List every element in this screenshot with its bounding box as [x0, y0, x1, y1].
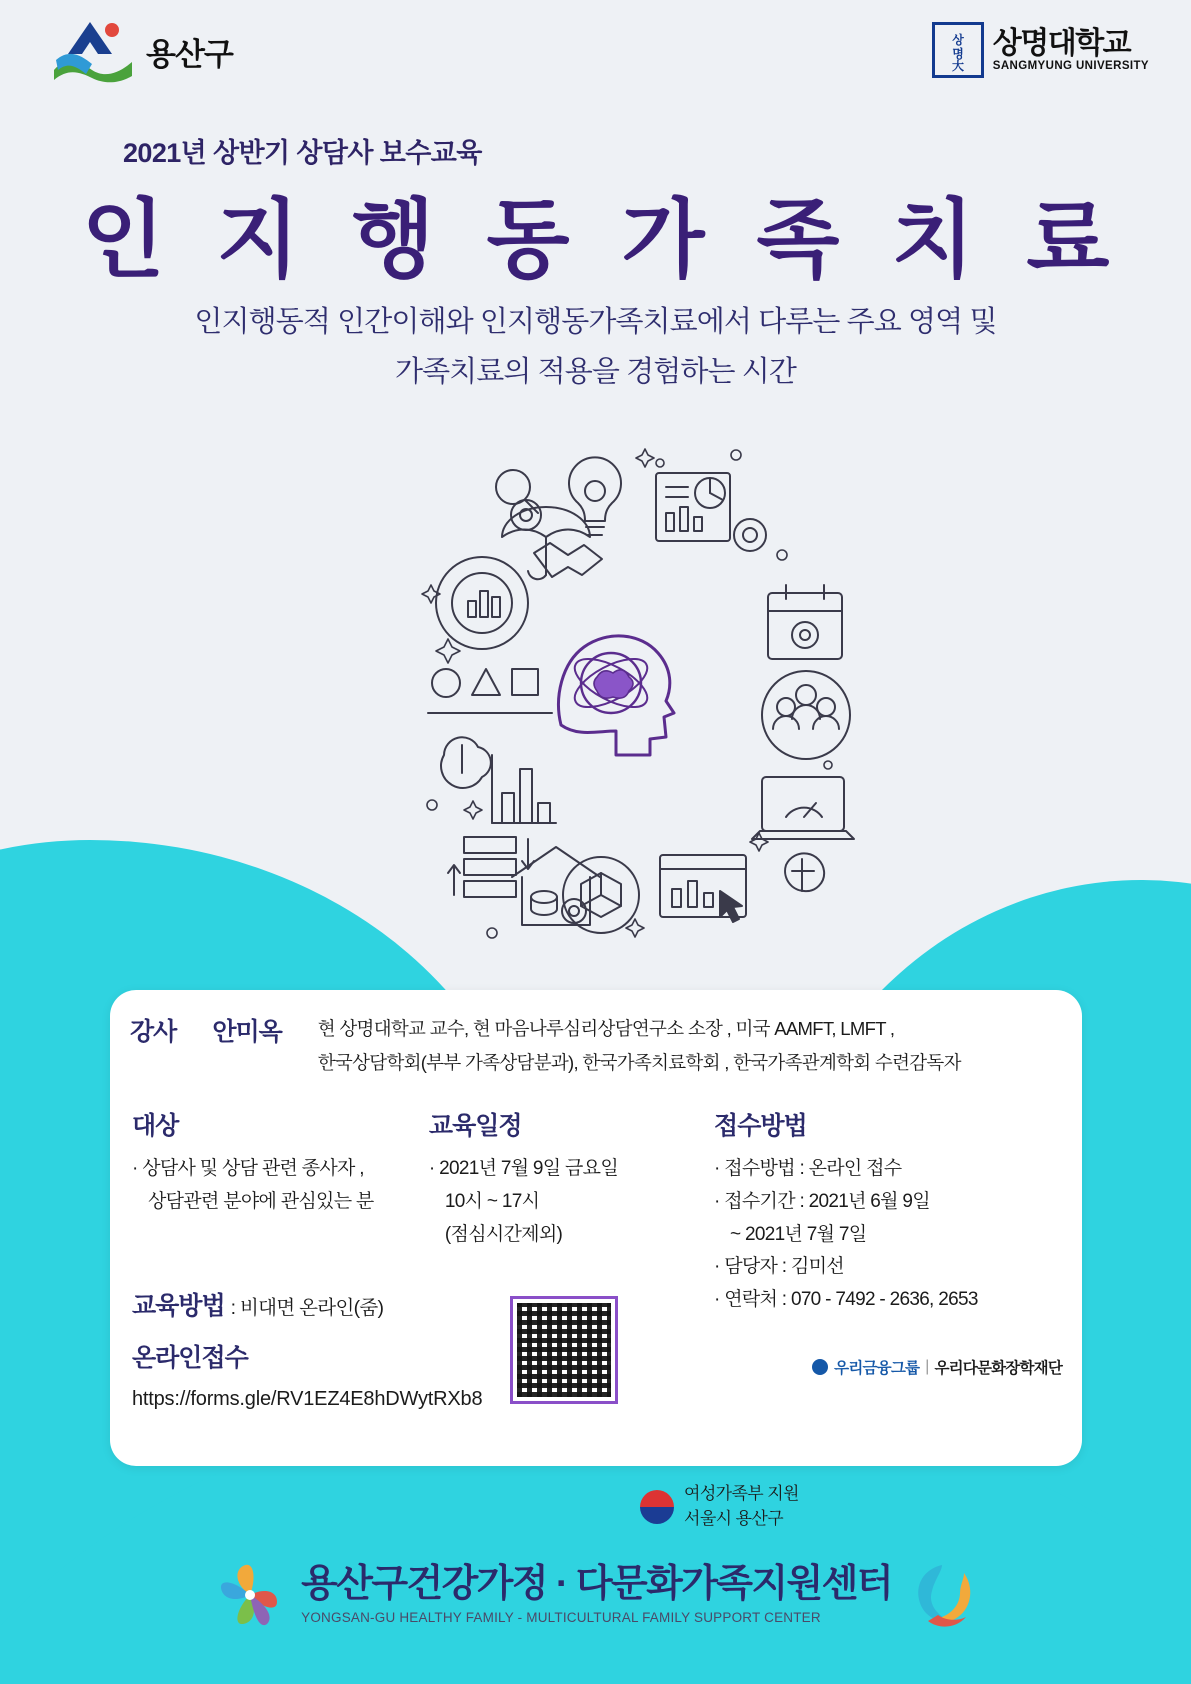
application-qr-code[interactable]	[510, 1296, 618, 1404]
poster-kicker: 2021년 상반기 상담사 보수교육	[123, 138, 482, 168]
magnifier-icon	[496, 470, 538, 513]
lecturer-name: 안미옥	[212, 1018, 282, 1046]
target-list	[132, 1154, 429, 1218]
ministry-support-text	[684, 1482, 799, 1531]
gear-icon-top-right	[734, 519, 766, 551]
bar-chart-icon	[492, 755, 556, 823]
application-url[interactable]: https://forms.gle/RV1EZ4E8hDWytRXb8	[132, 1388, 483, 1410]
list-item: · 접수기간 : 2021년 6월 9일	[714, 1190, 930, 1212]
list-item: ~ 2021년 7월 7일	[730, 1223, 867, 1245]
calendar-gear-icon	[768, 585, 842, 659]
korea-government-taegeuk-icon	[640, 1490, 674, 1524]
head-with-brain-atom-icon	[558, 636, 673, 755]
pinwheel-icon	[213, 1558, 287, 1632]
info-card	[110, 990, 1082, 1466]
online-application-block	[132, 1338, 482, 1411]
sangmyung-seal-icon	[932, 22, 984, 78]
document-chart-icon	[656, 473, 730, 541]
footer-center-name-en: YONGSAN-GU HEALTHY FAMILY - MULTICULTURAL FAMILY SUPPORT CENTER	[301, 1609, 821, 1625]
yongsan-gu-emblem-icon	[46, 18, 138, 84]
list-item: (점심시간제외)	[444, 1223, 563, 1245]
online-application-label: 온라인접수	[132, 1344, 248, 1372]
yongsan-gu-logo	[46, 18, 233, 84]
partner-logo	[812, 1356, 1062, 1378]
footer-center-name-kr: 용산구건강가정 · 다문화가족지원센터	[301, 1563, 892, 1606]
lecturer-block	[130, 1012, 1062, 1080]
education-method-label: 교육방법	[132, 1292, 225, 1320]
center-footer-logo	[0, 1558, 1191, 1632]
partner-name-1: 우리금융그룹	[834, 1360, 920, 1377]
sangmyung-logo-names	[993, 28, 1149, 72]
handshake-icon	[534, 543, 602, 577]
list-item: · 연락처 : 070 - 7492 - 2636, 2653	[714, 1289, 978, 1311]
svg-text:상: 상	[951, 33, 964, 47]
list-item: · 상담사 및 상담 관련 종사자 ,	[132, 1158, 364, 1179]
lecturer-description	[282, 1012, 961, 1080]
partner-separator: |	[925, 1358, 929, 1375]
target-heading: 대상	[132, 1112, 179, 1140]
subtitle-line-1: 인지행동적 인간이해와 인지행동가족치료에서 다루는 주요 영역 및	[194, 306, 997, 338]
apply-list	[714, 1154, 1068, 1316]
cognitive-process-icon-circle	[316, 425, 876, 955]
sangmyung-logo-kr: 상명대학교	[992, 27, 1131, 61]
sangmyung-university-logo	[932, 22, 1149, 78]
partner-name-2: 우리다문화장학재단	[934, 1360, 1062, 1377]
lightbulb-gear-icon	[569, 457, 621, 535]
footer-logo-text	[301, 1565, 892, 1625]
list-item: 상담관련 분야에 관심있는 분	[148, 1190, 374, 1212]
brain-circuit-icon	[785, 853, 824, 891]
schedule-column	[429, 1106, 714, 1318]
laptop-gauge-icon	[752, 777, 854, 839]
schedule-heading: 교육일정	[428, 1112, 522, 1140]
list-item: · 접수방법 : 온라인 접수	[714, 1158, 902, 1179]
lecturer-label: 강사	[130, 1018, 177, 1046]
ministry-line-2: 서울시 용산구	[684, 1508, 784, 1528]
cursor-bar-chart-icon	[660, 855, 746, 922]
lecturer-desc-line-1: 현 상명대학교 교수, 현 마음나루심리상담연구소 소장 , 미국 AAMFT, LMFT ,	[317, 1018, 895, 1039]
yongsan-gu-logo-text: 용산구	[146, 36, 233, 72]
list-item: · 담당자 : 김미선	[714, 1256, 844, 1278]
apply-column	[714, 1106, 1068, 1318]
umbrella-icon	[502, 507, 590, 579]
cube-icon	[563, 857, 639, 933]
list-item: 10시 ~ 17시	[444, 1190, 540, 1212]
poster-subtitle	[0, 298, 1191, 398]
shapes-icon	[428, 669, 552, 713]
cloud-brain-icon	[441, 737, 491, 788]
people-gear-icon	[762, 671, 850, 759]
education-method-block	[132, 1286, 383, 1322]
page-title: 인 지 행 동 가 족 치 료	[81, 192, 1124, 288]
ministry-support-block	[640, 1482, 799, 1531]
svg-text:명: 명	[951, 47, 964, 61]
education-method-value: : 비대면 온라인(줌)	[230, 1297, 384, 1319]
schedule-list	[429, 1154, 714, 1250]
lecturer-desc-line-2: 한국상담학회(부부 가족상담분과), 한국가족치료학회 , 한국가족관계학회 수련감독자	[317, 1052, 961, 1074]
list-item: · 2021년 7월 9일 금요일	[428, 1158, 618, 1179]
swirl-family-icon	[906, 1559, 978, 1631]
subtitle-line-2: 가족치료의 적용을 경험하는 시간	[394, 355, 797, 388]
qr-code-pattern	[517, 1303, 611, 1397]
woori-financial-group-icon	[812, 1359, 828, 1375]
sangmyung-logo-en: SANGMYUNG UNIVERSITY	[992, 59, 1149, 72]
apply-heading: 접수방법	[714, 1112, 807, 1140]
gear-chart-icon	[436, 557, 528, 649]
svg-text:大: 大	[951, 59, 964, 72]
ministry-line-1: 여성가족부 지원	[684, 1484, 799, 1503]
